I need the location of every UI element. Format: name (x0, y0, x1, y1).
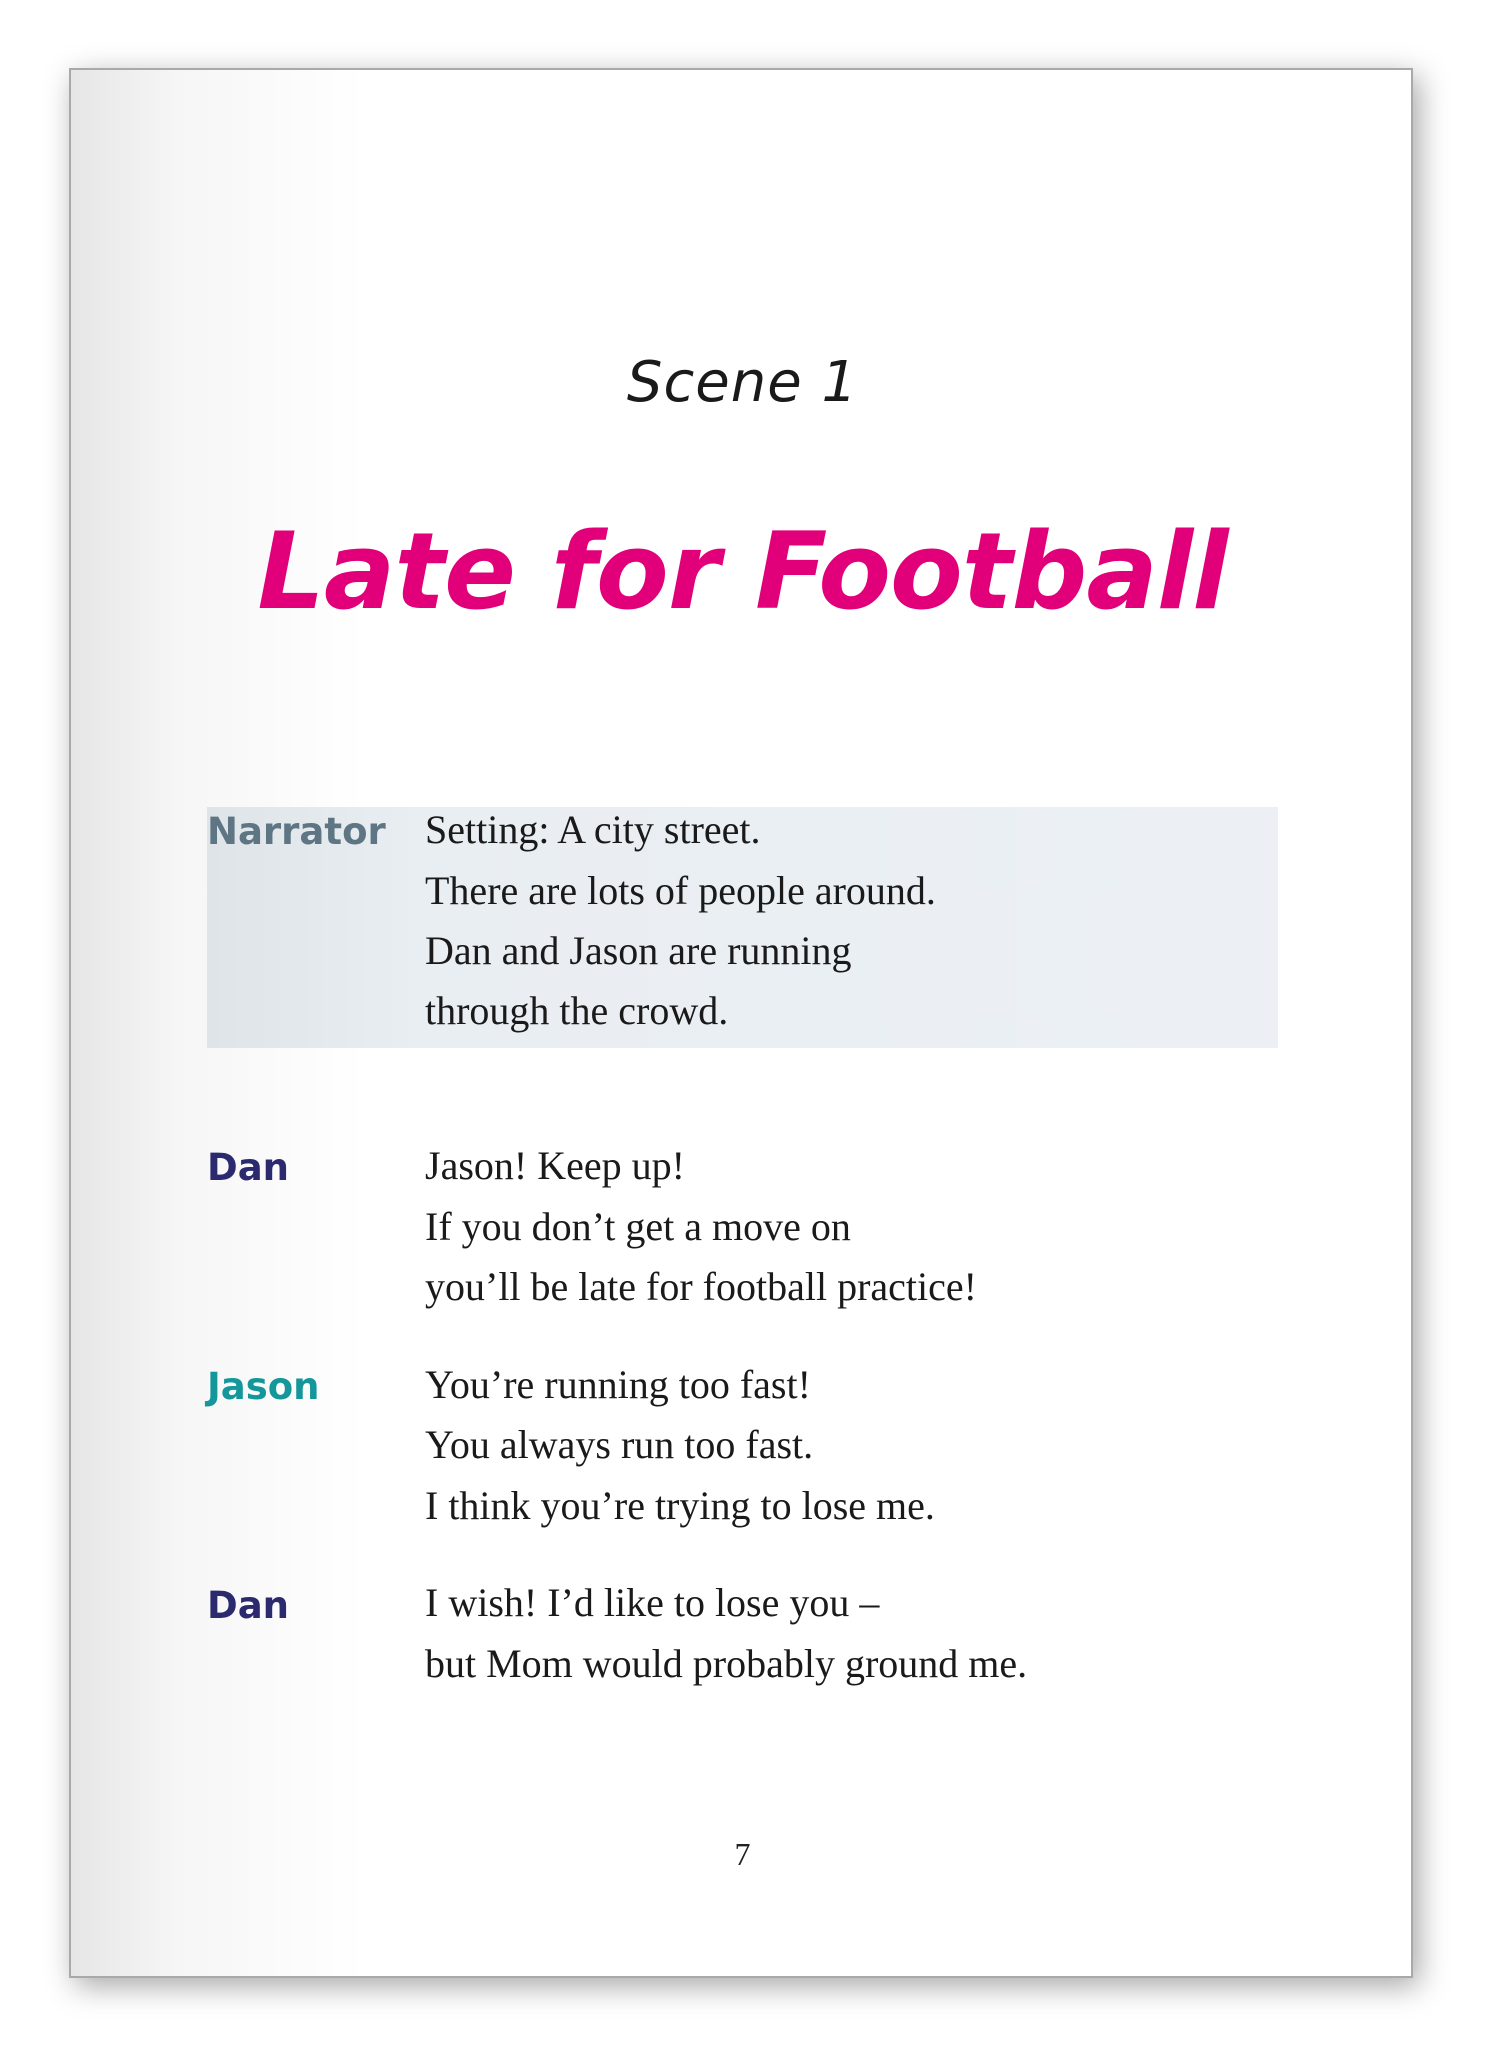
page-number: 7 (734, 1836, 751, 1872)
speaker-jason: Jason (207, 1365, 320, 1408)
dialogue-line: Jason! Keep up! (425, 1143, 685, 1188)
dialogue-line: Dan and Jason are running (425, 928, 852, 973)
dialogue-line: You always run too fast. (425, 1422, 814, 1467)
speaker-dan: Dan (207, 1146, 290, 1189)
speaker-narrator: Narrator (207, 810, 386, 853)
dialogue-line: you’ll be late for football practice! (425, 1264, 977, 1309)
dialogue-line: You’re running too fast! (425, 1362, 811, 1407)
scene-label: Scene 1 (626, 350, 859, 415)
speaker-dan: Dan (207, 1584, 290, 1627)
dialogue-line: but Mom would probably ground me. (425, 1641, 1028, 1686)
dialogue-line: through the crowd. (425, 988, 729, 1033)
dialogue-line: If you don’t get a move on (425, 1204, 851, 1249)
dialogue-line: Setting: A city street. (425, 807, 761, 852)
dialogue-line: I think you’re trying to lose me. (425, 1483, 935, 1528)
dialogue-line: There are lots of people around. (425, 868, 936, 913)
scene-title: Late for Football (257, 510, 1228, 633)
dialogue-line: I wish! I’d like to lose you – (425, 1580, 880, 1625)
